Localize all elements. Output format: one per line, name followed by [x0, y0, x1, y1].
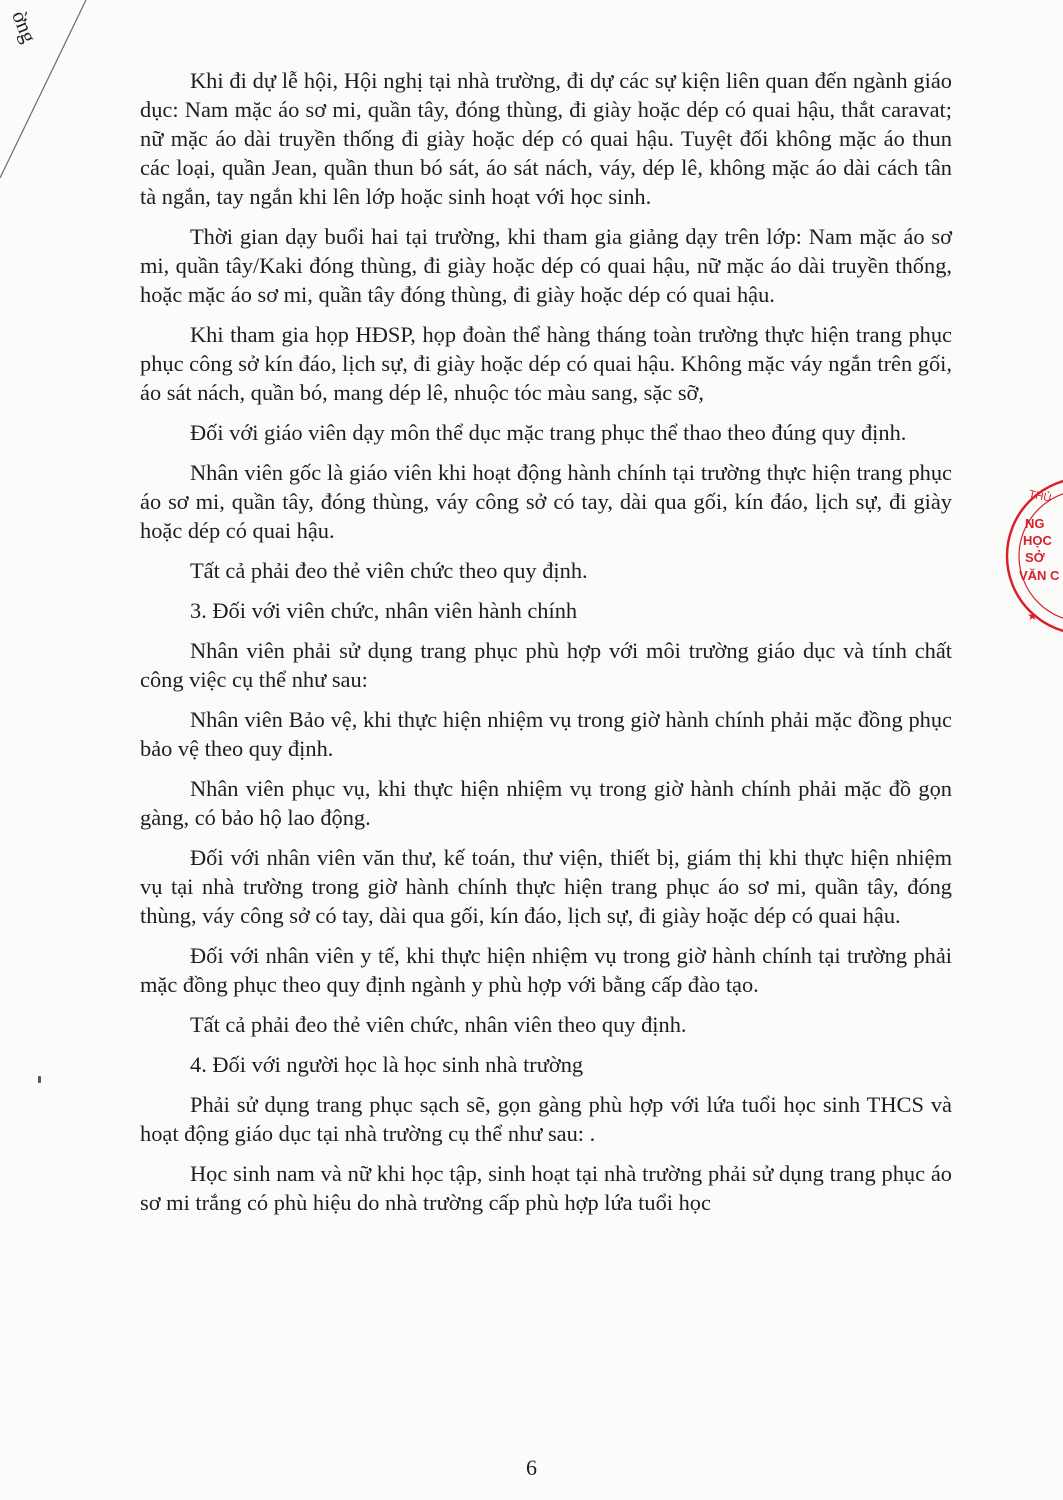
corner-fragment-text: ờng: [7, 7, 42, 47]
seal-text-hoc: HỌC: [1023, 533, 1052, 548]
document-body: [140, 66, 952, 1228]
paragraph-staff-intro: Nhân viên phải sử dụng trang phục phù hợp với môi trường giáo dục và tính chất công việc cụ thể như sau:: [140, 638, 952, 692]
red-seal-stamp: [1003, 468, 1063, 648]
seal-text-so: SỞ: [1025, 550, 1045, 565]
paragraph-pe-teachers: Đối với giáo viên dạy môn thể dục mặc trang phục thể thao theo đúng quy định.: [190, 420, 907, 445]
seal-text-ng: NG: [1025, 516, 1045, 531]
fold-line: [0, 0, 120, 180]
seal-star-icon: ★: [1027, 609, 1038, 623]
paragraph-students-uniform: Học sinh nam và nữ khi học tập, sinh hoạt tại nhà trường phải sử dụng trang phục áo sơ mi trắng có phù hiệu do nhà trường cấp phù hợp lứa tuổi học: [140, 1161, 952, 1215]
page-number: 6: [526, 1455, 537, 1480]
section-heading-4: 4. Đối với người học là học sinh nhà trường: [190, 1052, 584, 1077]
paragraph-staff-badge: Tất cả phải đeo thẻ viên chức, nhân viên theo quy định.: [190, 1012, 687, 1037]
paragraph-medical-staff: Đối với nhân viên y tế, khi thực hiện nhiệm vụ trong giờ hành chính tại trường phải mặc đồng phục theo quy định ngành y phù hợp với bằng cấp đào tạo.: [140, 943, 952, 997]
paragraph-security-guard: Nhân viên Bảo vệ, khi thực hiện nhiệm vụ trong giờ hành chính phải mặc đồng phục bảo vệ theo quy định.: [140, 707, 952, 761]
paragraph-council-meetings: Khi tham gia họp HĐSP, họp đoàn thể hàng tháng toàn trường thực hiện trang phục phục công sở kín đáo, lịch sự, đi giày hoặc dép có quai hậu. Không mặc váy ngắn trên gối, áo sát nách, quần bó, mang dép lê, nhuộc tóc màu sang, sặc sỡ,: [140, 322, 952, 405]
scan-speck: [38, 1076, 41, 1083]
paragraph-dress-code-events: Khi đi dự lễ hội, Hội nghị tại nhà trường, đi dự các sự kiện liên quan đến ngành giáo dục: Nam mặc áo sơ mi, quần tây, đóng thùng, đi giày hoặc dép có quai hậu, thắt caravat; nữ mặc áo dài truyền thống đi giày hoặc dép có quai hậu. Tuyệt đối không mặc áo thun các loại, quần Jean, quần thun bó sát, áo sát nách, váy, dép lê, không mặc áo dài cách tân tà ngắn, tay ngắn khi lên lớp hoặc sinh hoạt với học sinh.: [140, 68, 952, 209]
seal-text-van: VĂN C: [1019, 568, 1060, 583]
seal-text-top: THỦ: [1027, 488, 1053, 505]
paragraph-students-intro: Phải sử dụng trang phục sạch sẽ, gọn gàng phù hợp với lứa tuổi học sinh THCS và hoạt động giáo dục tại nhà trường cụ thể như sau: .: [140, 1092, 952, 1146]
section-heading-3: 3. Đối với viên chức, nhân viên hành chính: [190, 598, 578, 623]
paragraph-admin-staff: Đối với nhân viên văn thư, kế toán, thư viện, thiết bị, giám thị khi thực hiện nhiệm vụ tại nhà trường trong giờ hành chính thực hiện trang phục áo sơ mi, quần tây, đóng thùng, váy công sở có tay, dài qua gối, kín đáo, lịch sự, đi giày hoặc dép có quai hậu.: [140, 845, 952, 928]
paragraph-teacher-staff: Nhân viên gốc là giáo viên khi hoạt động hành chính tại trường thực hiện trang phục áo sơ mi, quần tây, đóng thùng, váy công sở có tay, dài qua gối, kín đáo, lịch sự, đi giày hoặc dép có quai hậu.: [140, 460, 952, 543]
paragraph-teacher-badge: Tất cả phải đeo thẻ viên chức theo quy định.: [190, 558, 588, 583]
paragraph-service-staff: Nhân viên phục vụ, khi thực hiện nhiệm vụ trong giờ hành chính phải mặc đồ gọn gàng, có bảo hộ lao động.: [140, 776, 952, 830]
paragraph-afternoon-teaching: Thời gian dạy buổi hai tại trường, khi tham gia giảng dạy trên lớp: Nam mặc áo sơ mi, quần tây/Kaki đóng thùng, đi giày hoặc dép có quai hậu, nữ mặc áo dài truyền thống, hoặc mặc áo sơ mi, quần tây đóng thùng, đi giày hoặc dép có quai hậu.: [140, 224, 952, 307]
